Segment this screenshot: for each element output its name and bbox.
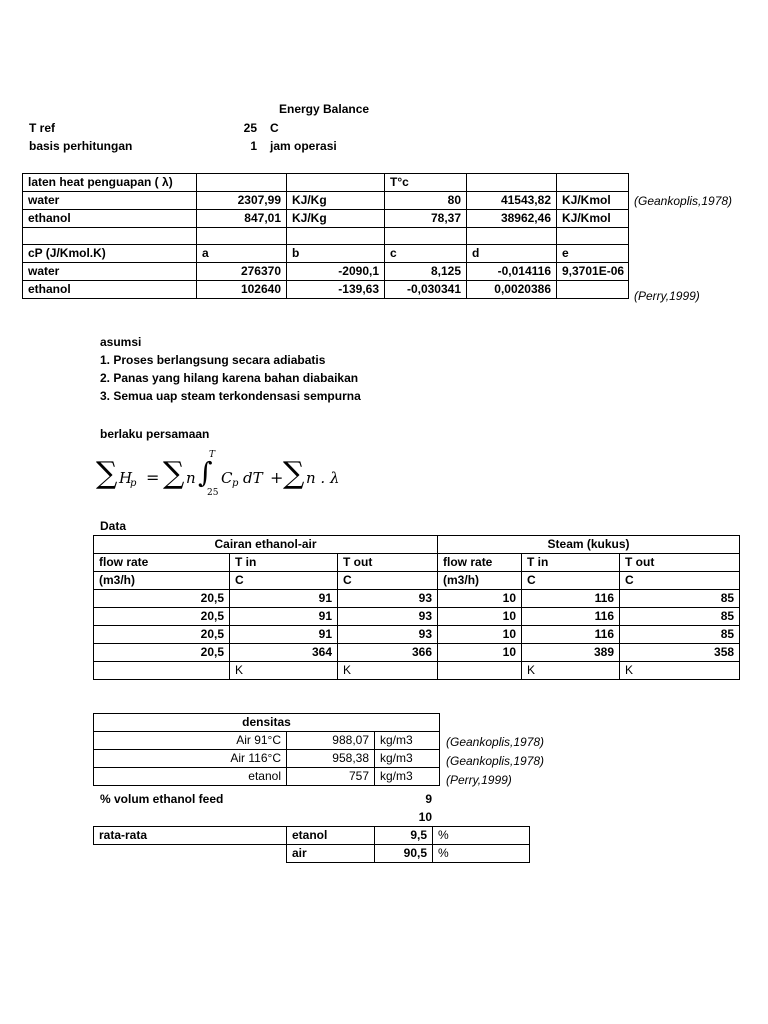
table-row (94, 845, 530, 863)
table-cell: c (385, 245, 467, 263)
integral-symbol: ∫ (198, 456, 213, 489)
table-cell: d (467, 245, 557, 263)
latent-heat-table (22, 173, 629, 299)
assumption-item: 3. Semua uap steam terkondensasi sempurna (100, 389, 361, 403)
basis-unit: jam operasi (270, 139, 337, 153)
sum-symbol: ∑ (163, 456, 185, 491)
table-cell: 366 (338, 644, 438, 662)
table-cell (94, 845, 287, 863)
table-cell: KJ/Kmol (557, 210, 629, 228)
table-cell: KJ/Kg (287, 192, 385, 210)
equation-label: berlaku persamaan (100, 427, 210, 441)
table-cell (197, 174, 287, 192)
unit-cell: C (230, 572, 338, 590)
tref-label: T ref (29, 121, 56, 135)
table-cell: 358 (620, 644, 740, 662)
table-cell: 93 (338, 608, 438, 626)
table-cell: 93 (338, 626, 438, 644)
table-cell (467, 174, 557, 192)
column-header: T out (338, 554, 438, 572)
average-label: rata-rata (94, 827, 287, 845)
table-cell: air (287, 845, 375, 863)
table-cell: kg/m3 (375, 732, 440, 750)
basis-value: 1 (250, 139, 257, 153)
unit-cell: (m3/h) (438, 572, 522, 590)
table-cell (287, 228, 385, 245)
n-term: n (186, 469, 196, 487)
table-cell: Air 116°C (94, 750, 287, 768)
table-cell: 364 (230, 644, 338, 662)
equals-sign: = (146, 468, 160, 487)
table-cell: 389 (522, 644, 620, 662)
table-cell: laten heat penguapan ( λ) (23, 174, 197, 192)
table-cell: 10 (438, 608, 522, 626)
table-cell: K (620, 662, 740, 680)
table-cell: 988,07 (287, 732, 375, 750)
table-cell: 93 (338, 590, 438, 608)
table-cell: e (557, 245, 629, 263)
column-header: flow rate (438, 554, 522, 572)
table-cell: 10 (438, 626, 522, 644)
table-row (94, 536, 740, 554)
table-cell: 0,0020386 (467, 281, 557, 299)
table-cell: 958,38 (287, 750, 375, 768)
table-cell (467, 228, 557, 245)
table-cell: -0,030341 (385, 281, 467, 299)
table-cell: kg/m3 (375, 750, 440, 768)
table-cell: KJ/Kg (287, 210, 385, 228)
tref-value: 25 (243, 121, 257, 135)
density-table (93, 713, 440, 786)
table-cell (438, 662, 522, 680)
table-cell: 116 (522, 626, 620, 644)
lower-limit: 25 (207, 488, 219, 498)
integrand-sub: p (232, 478, 239, 489)
table-row (94, 827, 530, 845)
density-title: densitas (94, 714, 440, 732)
table-cell: 85 (620, 590, 740, 608)
table-row (23, 192, 629, 210)
column-header: T in (230, 554, 338, 572)
table-cell: 276370 (197, 263, 287, 281)
table-row (94, 572, 740, 590)
table-row (23, 174, 629, 192)
table-cell: KJ/Kmol (557, 192, 629, 210)
table-cell: water (23, 192, 197, 210)
table-row (23, 245, 629, 263)
table-cell: T°c (385, 174, 467, 192)
table-cell: water (23, 263, 197, 281)
table-cell (557, 228, 629, 245)
table-cell: 9,5 (375, 827, 433, 845)
table-cell: 91 (230, 590, 338, 608)
table-cell (287, 174, 385, 192)
table-row (94, 732, 440, 750)
table-cell: 20,5 (94, 644, 230, 662)
table-cell: 116 (522, 608, 620, 626)
table-cell: 78,37 (385, 210, 467, 228)
unit-cell: C (338, 572, 438, 590)
upper-limit: T (209, 450, 216, 460)
assumption-item: 2. Panas yang hilang karena bahan diabaikan (100, 371, 359, 385)
group-header-liquid: Cairan ethanol-air (94, 536, 438, 554)
table-row (23, 210, 629, 228)
table-row (94, 768, 440, 786)
table-cell: 847,01 (197, 210, 287, 228)
table-cell: cP (J/Kmol.K) (23, 245, 197, 263)
table-cell: ethanol (23, 210, 197, 228)
sum-symbol: ∑ (96, 456, 118, 491)
table-cell: 116 (522, 590, 620, 608)
density-reference: (Perry,1999) (446, 773, 512, 787)
table-cell: 20,5 (94, 608, 230, 626)
table-row (94, 554, 740, 572)
table-row (23, 263, 629, 281)
table-cell: ethanol (23, 281, 197, 299)
sum-symbol: ∑ (283, 456, 305, 491)
page-title: Energy Balance (279, 102, 370, 116)
table-cell: 80 (385, 192, 467, 210)
unit-cell: C (620, 572, 740, 590)
assumptions-title: asumsi (100, 335, 142, 349)
table-cell: kg/m3 (375, 768, 440, 786)
average-table (93, 826, 530, 863)
table-cell: 90,5 (375, 845, 433, 863)
table-cell: b (287, 245, 385, 263)
table-cell: 91 (230, 608, 338, 626)
column-header: T in (522, 554, 620, 572)
unit-cell: (m3/h) (94, 572, 230, 590)
lhs-var: H (119, 469, 133, 487)
data-title: Data (100, 519, 127, 533)
table-cell: % (433, 827, 530, 845)
dt-term: dT (243, 469, 263, 487)
table-cell (385, 228, 467, 245)
reference-geankoplis: (Geankoplis,1978) (634, 194, 733, 208)
table-cell: K (338, 662, 438, 680)
volume-value: 10 (418, 810, 432, 824)
column-header: T out (620, 554, 740, 572)
table-cell: Air 91°C (94, 732, 287, 750)
unit-cell: C (522, 572, 620, 590)
table-cell (557, 174, 629, 192)
density-reference: (Geankoplis,1978) (446, 754, 545, 768)
table-row (94, 626, 740, 644)
volume-label: % volum ethanol feed (100, 792, 224, 806)
table-cell: 8,125 (385, 263, 467, 281)
table-row (94, 750, 440, 768)
table-row (94, 644, 740, 662)
table-cell: % (433, 845, 530, 863)
table-row (94, 608, 740, 626)
table-cell: etanol (287, 827, 375, 845)
table-cell: 102640 (197, 281, 287, 299)
table-cell: K (522, 662, 620, 680)
table-cell: a (197, 245, 287, 263)
table-cell (94, 662, 230, 680)
table-cell: -139,63 (287, 281, 385, 299)
table-cell (557, 281, 629, 299)
table-cell: 9,3701E-06 (557, 263, 629, 281)
table-cell: 85 (620, 608, 740, 626)
basis-label: basis perhitungan (29, 139, 133, 153)
energy-equation (96, 452, 356, 502)
group-header-steam: Steam (kukus) (438, 536, 740, 554)
lambda-term: n . λ (306, 469, 340, 487)
table-cell (23, 228, 197, 245)
table-cell: 91 (230, 626, 338, 644)
plus-sign: + (270, 468, 284, 487)
table-cell: K (230, 662, 338, 680)
density-reference: (Geankoplis,1978) (446, 735, 545, 749)
table-cell: 757 (287, 768, 375, 786)
table-cell (197, 228, 287, 245)
volume-value: 9 (425, 792, 432, 806)
reference-perry: (Perry,1999) (634, 289, 700, 303)
table-cell: 41543,82 (467, 192, 557, 210)
table-cell: 38962,46 (467, 210, 557, 228)
assumption-item: 1. Proses berlangsung secara adiabatis (100, 353, 326, 367)
table-cell: 10 (438, 590, 522, 608)
table-cell: etanol (94, 768, 287, 786)
table-cell: 2307,99 (197, 192, 287, 210)
table-cell: -0,014116 (467, 263, 557, 281)
table-cell: -2090,1 (287, 263, 385, 281)
table-row (94, 662, 740, 680)
table-row (94, 590, 740, 608)
table-row (23, 281, 629, 299)
table-cell: 85 (620, 626, 740, 644)
lhs-sub: p (130, 478, 137, 489)
column-header: flow rate (94, 554, 230, 572)
table-cell: 20,5 (94, 626, 230, 644)
integrand: C (221, 469, 233, 487)
flow-data-table (93, 535, 740, 680)
table-cell: 10 (438, 644, 522, 662)
table-row (94, 714, 440, 732)
table-cell: 20,5 (94, 590, 230, 608)
tref-unit: C (270, 121, 279, 135)
table-row (23, 228, 629, 245)
